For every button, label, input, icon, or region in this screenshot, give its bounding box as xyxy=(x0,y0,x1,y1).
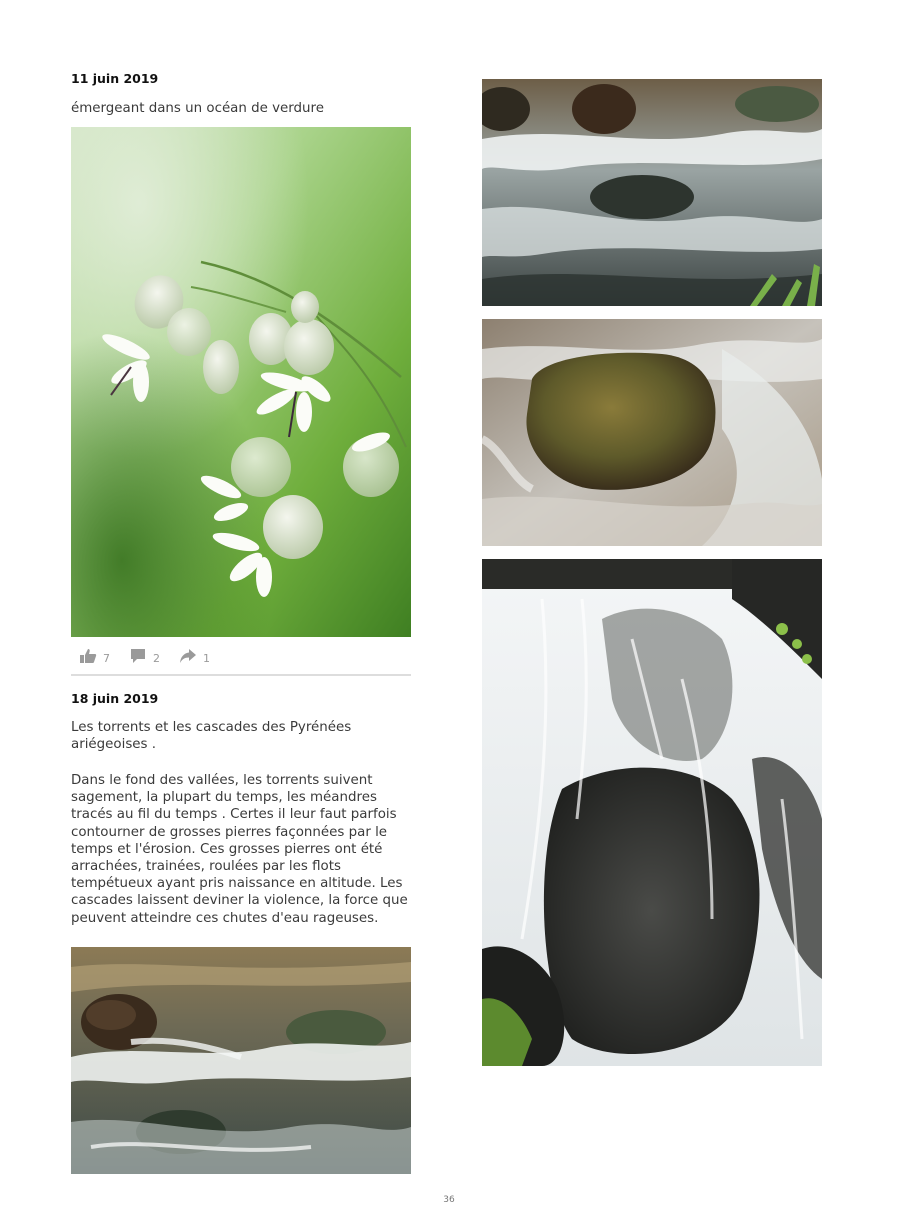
share-count: 1 xyxy=(203,651,210,665)
comment-bubble-icon xyxy=(129,648,147,668)
mossy-boulder-photo[interactable] xyxy=(482,319,822,546)
torrent-rocks-photo[interactable] xyxy=(71,947,411,1174)
thumbs-up-icon xyxy=(79,648,97,668)
comment-count: 2 xyxy=(153,651,160,665)
campion-flower-photo[interactable] xyxy=(71,127,411,637)
page-number: 36 xyxy=(443,1195,455,1205)
post-title: Les torrents et les cascades des Pyrénées ariégeoises . xyxy=(71,720,352,753)
post-caption: émergeant dans un océan de verdure xyxy=(71,101,324,116)
like-button[interactable] xyxy=(79,650,110,666)
post-body: Dans le fond des vallées, les torrents suivent sagement, la plupart du temps, les méandres tracés au fil du temps . Certes il leur faut parfois contourner de grosses pierres façonnées par le temps et l'érosion. Ces grosses pierres ont été arrachées, trainées, roulées par les flots tempétueux ayant pris naissance en altitude. Les cascades laissent deviner la violence, la force que peuvent atteindre ces chutes d'eau rageuses. xyxy=(71,773,408,926)
post-date: 18 juin 2019 xyxy=(71,691,159,706)
social-actions-bar xyxy=(71,646,411,676)
like-count: 7 xyxy=(103,651,110,665)
stream-rapids-photo[interactable] xyxy=(482,79,822,306)
waterfall-photo[interactable] xyxy=(482,559,822,1066)
share-button[interactable] xyxy=(179,650,210,666)
share-arrow-icon xyxy=(179,648,197,668)
comment-button[interactable] xyxy=(129,650,160,666)
post-date: 11 juin 2019 xyxy=(71,71,159,86)
